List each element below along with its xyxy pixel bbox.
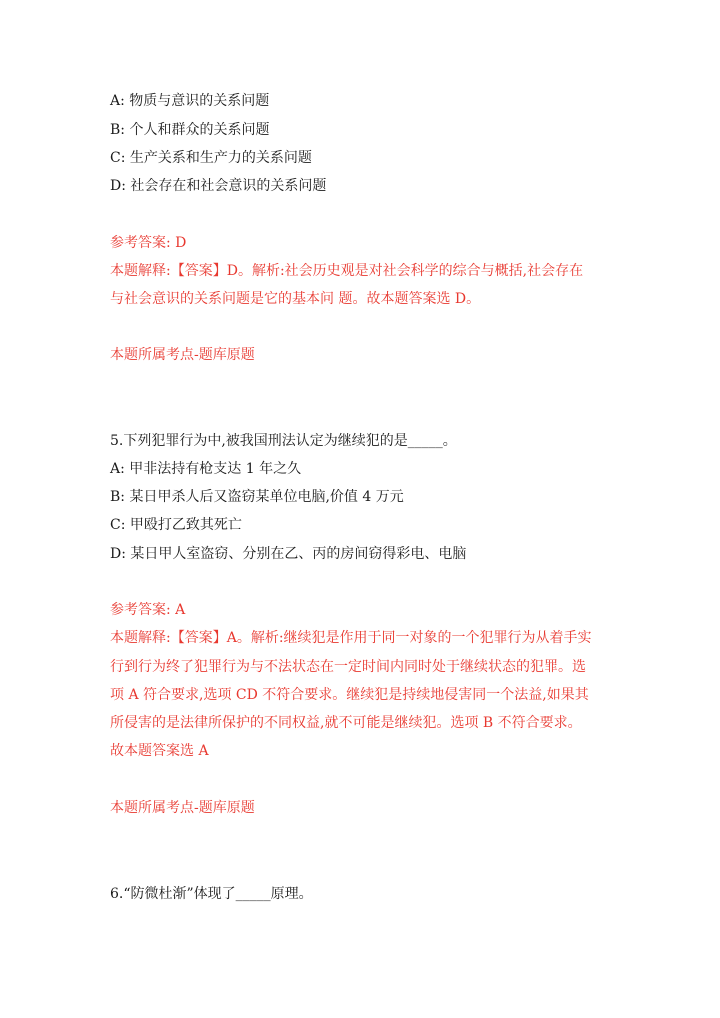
- q4-option-b: B: 个人和群众的关系问题: [110, 122, 270, 138]
- q4-explanation-line-1: 本题解释:【答案】D。解析:社会历史观是对社会科学的综合与概括,社会存在: [110, 263, 584, 279]
- q5-option-d: D: 某日甲人室盗窃、分别在乙、丙的房间窃得彩电、电脑: [110, 546, 467, 562]
- q4-source: 本题所属考点-题库原题: [110, 347, 255, 363]
- q5-option-b: B: 某日甲杀人后又盗窃某单位电脑,价值 4 万元: [110, 489, 404, 505]
- q4-answer: 参考答案: D: [110, 235, 187, 251]
- q5-answer: 参考答案: A: [110, 602, 186, 618]
- q4-explanation-line-2: 与社会意识的关系问题是它的基本问 题。故本题答案选 D。: [110, 291, 481, 307]
- q5-option-a: A: 甲非法持有枪支达 1 年之久: [110, 461, 302, 477]
- q4-option-c: C: 生产关系和生产力的关系问题: [110, 150, 312, 166]
- q5-explanation-line-1: 本题解释:【答案】A。解析:继续犯是作用于同一对象的一个犯罪行为从着手实: [110, 630, 592, 646]
- q5-explanation-line-4: 所侵害的是法律所保护的不同权益,就不可能是继续犯。选项 B 不符合要求。: [110, 715, 582, 731]
- q6-question: 6.“防微杜渐”体现了_____原理。: [110, 886, 313, 902]
- q4-option-d: D: 社会存在和社会意识的关系问题: [110, 178, 327, 194]
- q5-explanation-line-3: 项 A 符合要求,选项 CD 不符合要求。继续犯是持续地侵害同一个法益,如果其: [110, 687, 589, 703]
- q5-explanation-line-2: 行到行为终了犯罪行为与不法状态在一定时间内同时处于继续状态的犯罪。选: [110, 659, 586, 675]
- q5-explanation-line-5: 故本题答案选 A: [110, 743, 209, 759]
- q5-option-c: C: 甲殴打乙致其死亡: [110, 517, 242, 533]
- q5-question: 5.下列犯罪行为中,被我国刑法认定为继续犯的是_____。: [110, 433, 457, 449]
- q4-option-a: A: 物质与意识的关系问题: [110, 93, 270, 109]
- q5-source: 本题所属考点-题库原题: [110, 800, 255, 816]
